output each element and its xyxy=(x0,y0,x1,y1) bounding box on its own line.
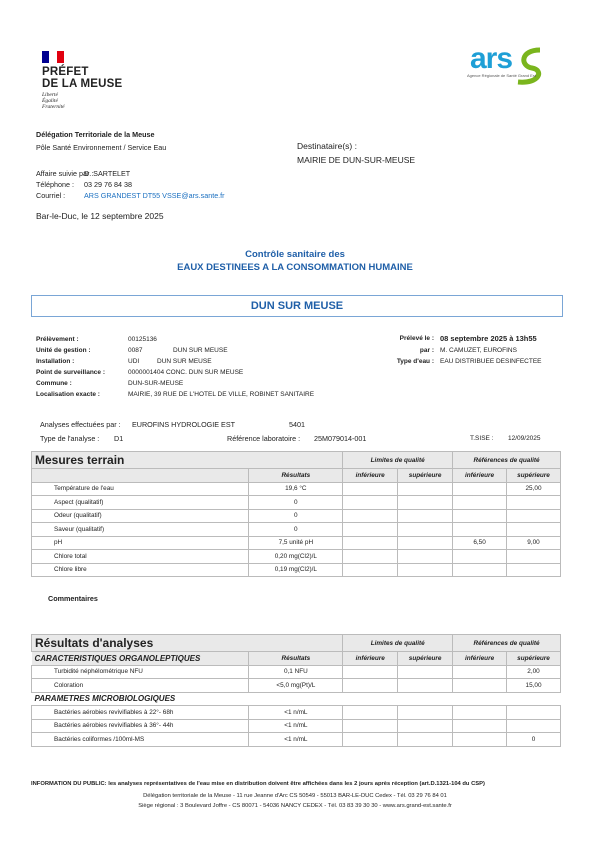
table-row: Turbidité néphélométrique NFU 0,1 NFU 2,00 xyxy=(32,665,561,679)
marianne-flag-icon xyxy=(42,51,64,63)
table-row: pH 7,5 unité pH 6,50 9,00 xyxy=(32,536,561,550)
resultats-lim-sup-header: supérieure xyxy=(398,652,453,666)
tsise-label: T.SISE : xyxy=(470,435,494,442)
unite-code: 0087 xyxy=(128,347,143,354)
resultats-lim-inf-header: inférieure xyxy=(343,652,398,666)
resultats-resultats-header: Résultats xyxy=(249,652,343,666)
terrain-title: Mesures terrain xyxy=(35,453,125,467)
table-row: Chlore libre 0,19 mg(Cl2)/L xyxy=(32,563,561,577)
terrain-resultats-header: Résultats xyxy=(249,469,343,483)
table-row: Chlore total 0,20 mg(Cl2)/L xyxy=(32,550,561,564)
ars-swoosh-icon xyxy=(510,46,550,86)
resultats-limites-header: Limites de qualité xyxy=(343,635,453,652)
ars-logo: ars xyxy=(470,42,513,75)
type-analyse-value: D1 xyxy=(114,434,124,443)
tel-value: 03 29 76 84 38 xyxy=(84,180,132,189)
commentaires-label: Commentaires xyxy=(48,594,98,603)
preleve-value: 08 septembre 2025 à 13h55 xyxy=(440,334,537,343)
courriel-label: Courriel : xyxy=(36,191,66,200)
analyses-code: 5401 xyxy=(289,420,305,429)
tsise-value: 12/09/2025 xyxy=(508,435,541,442)
installation-value: DUN SUR MEUSE xyxy=(157,358,212,365)
type-eau-value: EAU DISTRIBUEE DESINFECTEE xyxy=(440,358,542,365)
commune-title-box: DUN SUR MEUSE xyxy=(31,295,563,317)
pole: Pôle Santé Environnement / Service Eau xyxy=(36,143,167,152)
title-line1: Contrôle sanitaire des xyxy=(245,249,345,260)
type-eau-label: Type d'eau : xyxy=(396,358,434,365)
footer-line2: Délégation territoriale de la Meuse - 11 rue Jeanne d'Arc CS 50549 - 55013 BAR-LE-DUC Cedex - Tél. 03 29 76 84 01 xyxy=(143,793,447,799)
localisation-label: Localisation exacte : xyxy=(36,391,100,398)
terrain-ref-inf-header: inférieure xyxy=(453,469,507,483)
installation-label: Installation : xyxy=(36,358,75,365)
commune-label: Commune : xyxy=(36,380,72,387)
ars-subtitle: Agence Régionale de Santé Grand Est xyxy=(467,73,536,78)
prelevement-value: 00125136 xyxy=(128,336,157,343)
resultats-ref-sup-header: supérieure xyxy=(507,652,561,666)
tel-label: Téléphone : xyxy=(36,180,74,189)
table-row: Saveur (qualitatif) 0 xyxy=(32,523,561,537)
resultats-table xyxy=(31,634,561,747)
unite-value: DUN SUR MEUSE xyxy=(173,347,228,354)
terrain-limites-header: Limites de qualité xyxy=(343,452,453,469)
recipient-label: Destinataire(s) : xyxy=(297,141,357,151)
unite-label: Unité de gestion : xyxy=(36,347,91,354)
terrain-lim-inf-header: inférieure xyxy=(343,469,398,483)
point-value: 0000001404 CONC. DUN SUR MEUSE xyxy=(128,369,244,376)
devise: Liberté Égalité Fraternité xyxy=(42,92,65,110)
localisation-value: MAIRIE, 39 RUE DE L'HOTEL DE VILLE, ROBINET SANITAIRE xyxy=(128,391,315,398)
footer-info: INFORMATION DU PUBLIC: les analyses représentatives de l'eau mise en distribution doivent être affichées dans les 2 jours après réception (art.D.1321-104 du CSP) xyxy=(31,781,485,787)
recipient-value: MAIRIE DE DUN-SUR-MEUSE xyxy=(297,155,416,165)
par-label: par : xyxy=(419,347,434,354)
resultats-references-header: Références de qualité xyxy=(453,635,561,652)
resultats-title: Résultats d'analyses xyxy=(35,636,154,650)
date-line: Bar-le-Duc, le 12 septembre 2025 xyxy=(36,211,164,221)
table-row: Température de l'eau 19,6 °C 25,00 xyxy=(32,482,561,496)
title-line2: EAUX DESTINEES A LA CONSOMMATION HUMAINE xyxy=(177,262,413,273)
affaire-label: Affaire suivie par : xyxy=(36,169,94,178)
ref-labo-value: 25M079014-001 xyxy=(314,434,367,443)
type-analyse-label: Type de l'analyse : xyxy=(40,434,100,443)
point-label: Point de surveillance : xyxy=(36,369,105,376)
terrain-references-header: Références de qualité xyxy=(453,452,561,469)
ref-labo-label: Référence laboratoire : xyxy=(227,434,301,443)
table-row: Aspect (qualitatif) 0 xyxy=(32,496,561,510)
prelevement-label: Prélèvement : xyxy=(36,336,79,343)
terrain-lim-sup-header: supérieure xyxy=(398,469,453,483)
table-row: Bactéries aérobies revivifiables à 22°- 68h <1 n/mL xyxy=(32,706,561,720)
terrain-table xyxy=(31,451,561,577)
table-row: Coloration <5,0 mg(Pt)/L 15,00 xyxy=(32,679,561,693)
resultats-ref-inf-header: inférieure xyxy=(453,652,507,666)
installation-code: UDI xyxy=(128,358,140,365)
prefet-title: PRÉFET DE LA MEUSE xyxy=(42,66,123,90)
footer-line3: Siège régional : 3 Boulevard Joffre - CS 80071 - 54036 NANCY CEDEX - Tél. 03 83 39 30 30 - www.ars.grand-est.sante.fr xyxy=(138,803,452,809)
table-row: Bactéries aérobies revivifiables à 36°- 44h <1 n/mL xyxy=(32,719,561,733)
section-organoleptiques: CARACTERISTIQUES ORGANOLEPTIQUES xyxy=(34,653,201,663)
delegation: Délégation Territoriale de la Meuse xyxy=(36,130,155,139)
table-row: Odeur (qualitatif) 0 xyxy=(32,509,561,523)
terrain-ref-sup-header: supérieure xyxy=(507,469,561,483)
section-microbiologiques: PARAMETRES MICROBIOLOGIQUES xyxy=(32,692,561,706)
analyses-value: EUROFINS HYDROLOGIE EST xyxy=(132,420,236,429)
preleve-label: Prélevé le : xyxy=(399,335,434,342)
par-value: M. CAMUZET, EUROFINS xyxy=(440,347,517,354)
commune-value: DUN-SUR-MEUSE xyxy=(128,380,184,387)
analyses-label: Analyses effectuées par : xyxy=(40,420,121,429)
affaire-value: D. SARTELET xyxy=(84,169,131,178)
table-row: Bactéries coliformes /100ml-MS <1 n/mL 0 xyxy=(32,733,561,747)
courriel-link[interactable]: ARS GRANDEST DT55 VSSE@ars.sante.fr xyxy=(84,191,225,200)
